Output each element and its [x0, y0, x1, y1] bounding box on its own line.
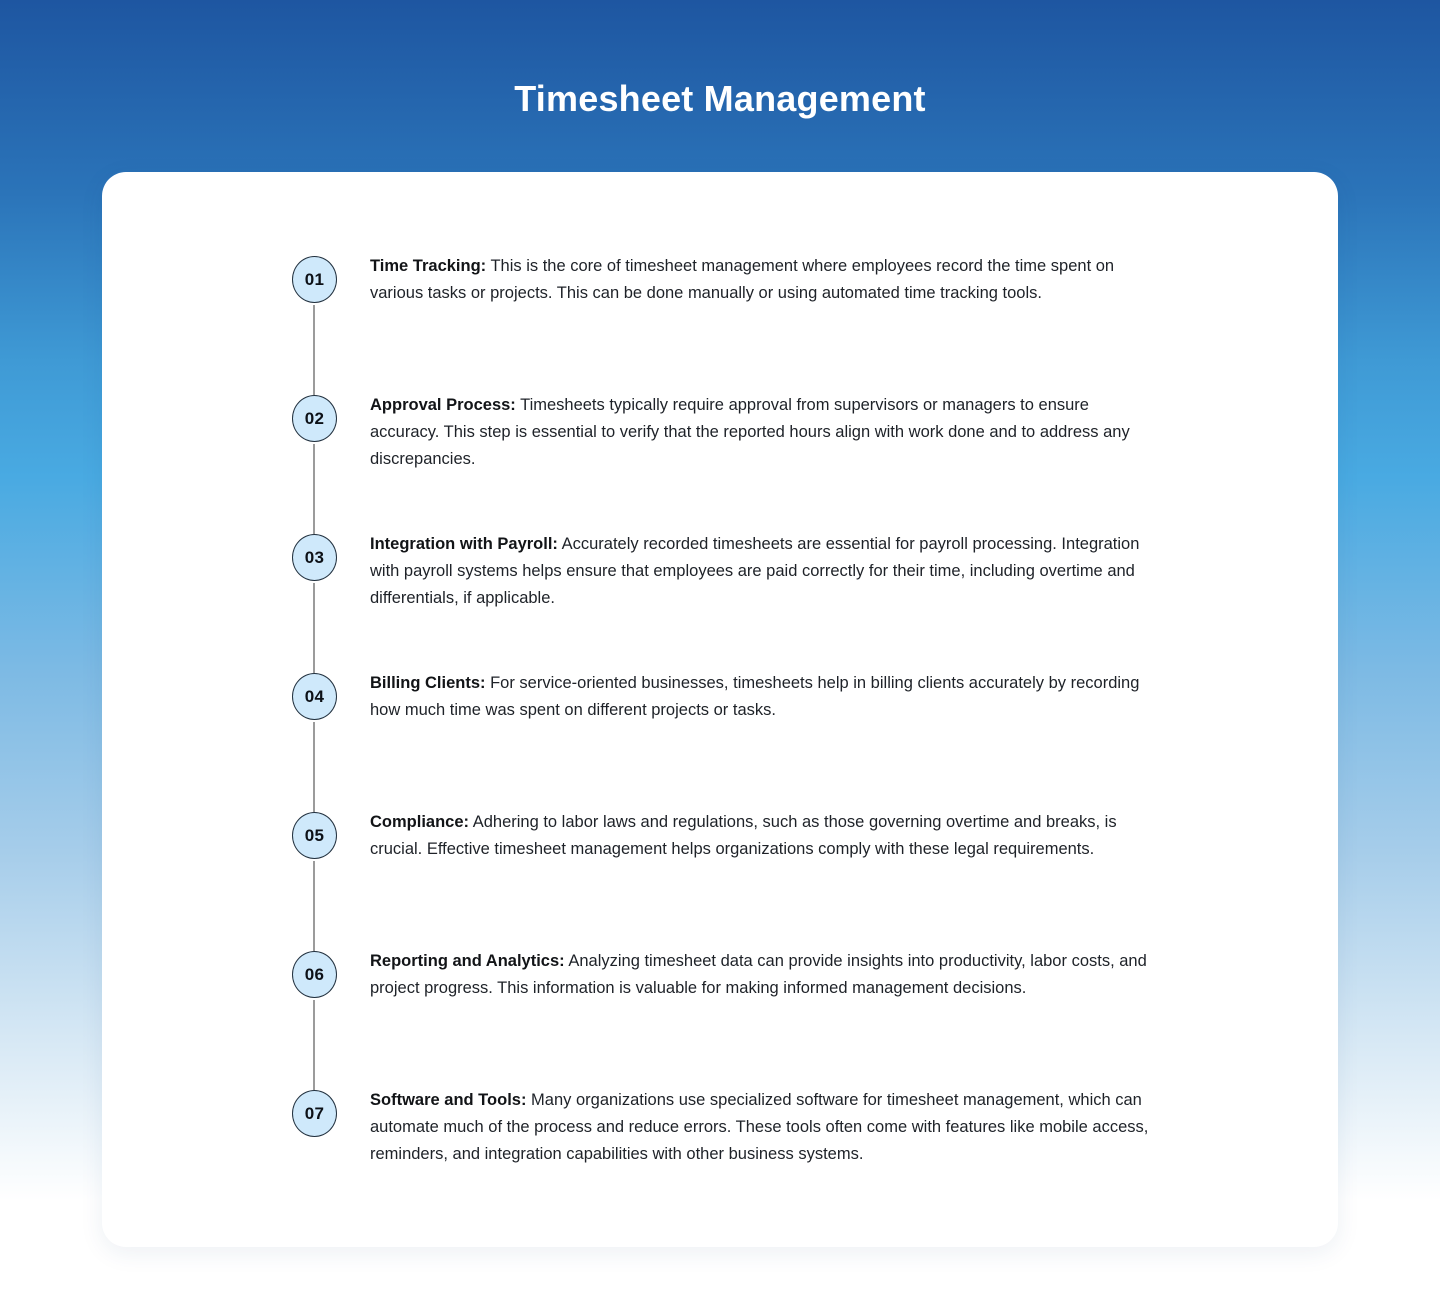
step-number: 06	[304, 964, 325, 984]
step-text	[370, 670, 1152, 724]
step-number-badge	[292, 812, 337, 859]
step-description: Timesheets typically require approval from supervisors or managers to ensure accuracy. This step is essential to verify that the reported hours align with work done and to address any discrepancies.	[370, 396, 1130, 468]
step-label: Compliance:	[370, 813, 470, 831]
connector-line	[313, 444, 315, 534]
connector-line	[313, 583, 315, 673]
step-description: Analyzing timesheet data can provide insights into productivity, labor costs, and project progress. This information is valuable for making informed management decisions.	[370, 952, 1147, 997]
connector-line	[313, 1000, 315, 1090]
step-text	[370, 392, 1152, 473]
content-card	[102, 172, 1338, 1247]
step-description: For service-oriented businesses, timesheets help in billing clients accurately by recording how much time was spent on different projects or tasks.	[370, 674, 1140, 719]
step-number-badge	[292, 673, 337, 720]
step-label: Integration with Payroll:	[370, 535, 558, 553]
step-number: 01	[304, 269, 325, 289]
step-label: Billing Clients:	[370, 674, 486, 692]
timeline-item-4	[292, 673, 1338, 812]
step-label: Software and Tools:	[370, 1091, 527, 1109]
timeline-item-2	[292, 395, 1338, 534]
step-label: Time Tracking:	[370, 257, 487, 275]
step-number: 02	[304, 408, 325, 428]
timeline-marker-column	[292, 673, 337, 812]
timeline-item-3	[292, 534, 1338, 673]
timeline-marker-column	[292, 812, 337, 951]
step-description: This is the core of timesheet management where employees record the time spent on various tasks or projects. This can be done manually or using automated time tracking tools.	[370, 257, 1115, 302]
step-text	[370, 531, 1152, 612]
timeline-item-6	[292, 951, 1338, 1090]
connector-line	[313, 305, 315, 395]
step-text	[370, 809, 1152, 863]
timeline-item-1	[292, 256, 1338, 395]
step-number-badge	[292, 395, 337, 442]
step-description: Accurately recorded timesheets are essential for payroll processing. Integration with payroll systems helps ensure that employees are paid correctly for their time, including overtime and differentials, if applicable.	[370, 535, 1140, 607]
page-title: Timesheet Management	[514, 78, 926, 119]
step-description: Adhering to labor laws and regulations, such as those governing overtime and breaks, is crucial. Effective timesheet management helps organizations comply with these legal requirements.	[370, 813, 1117, 858]
step-label: Approval Process:	[370, 396, 516, 414]
connector-line	[313, 861, 315, 951]
timeline-marker-column	[292, 951, 337, 1090]
step-text	[370, 1087, 1152, 1168]
step-number-badge	[292, 951, 337, 998]
step-label: Reporting and Analytics:	[370, 952, 565, 970]
timeline	[292, 256, 1338, 1229]
step-number: 07	[304, 1103, 325, 1123]
timeline-item-5	[292, 812, 1338, 951]
step-number-badge	[292, 534, 337, 581]
step-number: 04	[304, 686, 325, 706]
timeline-marker-column	[292, 395, 337, 534]
timeline-item-7	[292, 1090, 1338, 1229]
step-number-badge	[292, 1090, 337, 1137]
connector-line	[313, 722, 315, 812]
timeline-marker-column	[292, 534, 337, 673]
step-number: 03	[304, 547, 325, 567]
step-number: 05	[304, 825, 325, 845]
step-description: Many organizations use specialized software for timesheet management, which can automate much of the process and reduce errors. These tools often come with features like mobile access, reminders, and integration capabilities with other business systems.	[370, 1091, 1149, 1163]
timeline-marker-column	[292, 256, 337, 395]
step-number-badge	[292, 256, 337, 303]
step-text	[370, 253, 1152, 307]
step-text	[370, 948, 1152, 1002]
timeline-marker-column	[292, 1090, 337, 1229]
